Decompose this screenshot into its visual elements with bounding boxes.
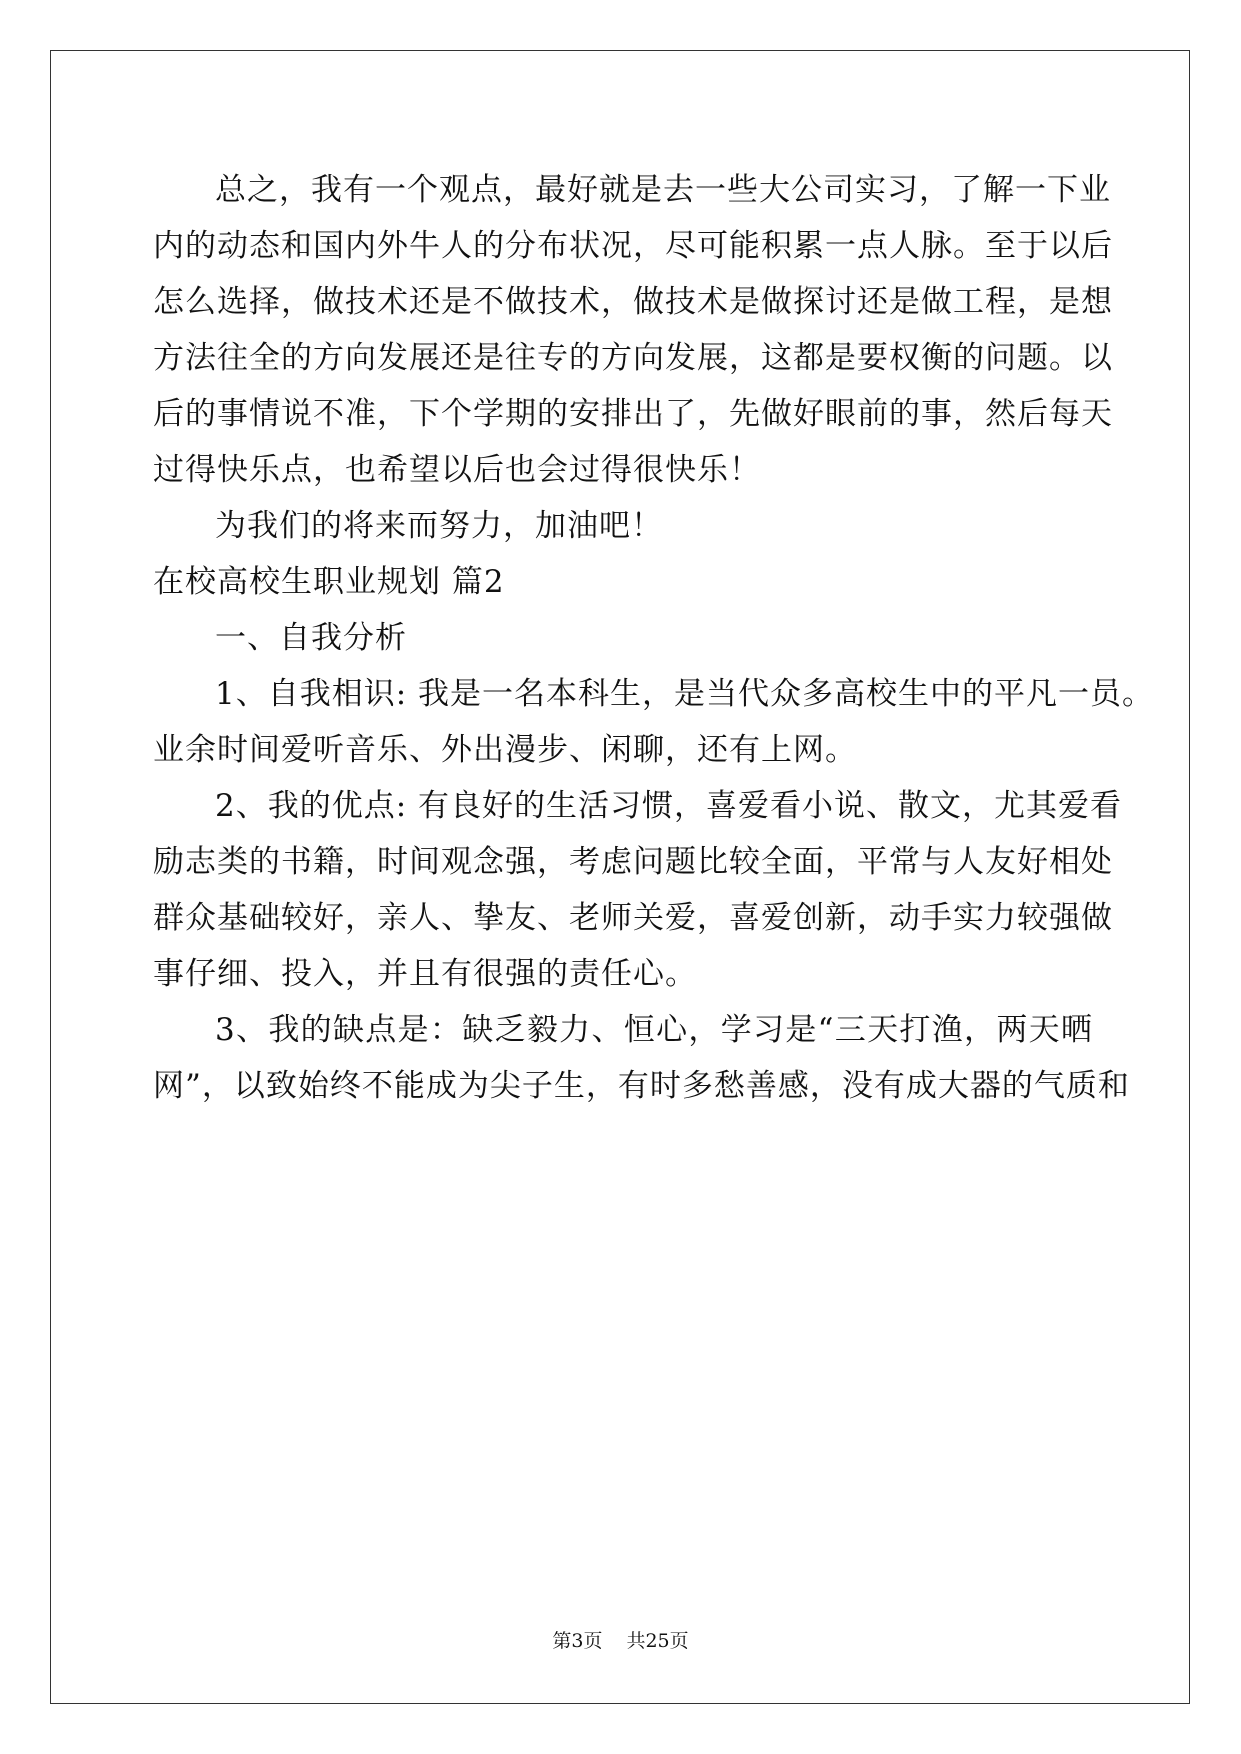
paragraph-line: 为我们的将来而努力，加油吧！ <box>215 508 663 544</box>
total-pages-label: 共25页 <box>626 1630 689 1652</box>
section-heading: 一、自我分析 <box>215 620 407 656</box>
paragraph-line: 过得快乐点，也希望以后也会过得很快乐！ <box>153 452 761 488</box>
section-title: 在校高校生职业规划 篇2 <box>153 564 505 600</box>
paragraph-line: 方法往全的方向发展还是往专的方向发展，这都是要权衡的问题。以 <box>153 340 1113 376</box>
paragraph-line: 总之，我有一个观点，最好就是去一些大公司实习，了解一下业 <box>215 172 1111 208</box>
paragraph-line: 网”，以致始终不能成为尖子生，有时多愁善感，没有成大器的气质和 <box>153 1068 1130 1104</box>
paragraph-line: 群众基础较好，亲人、挚友、老师关爱，喜爱创新，动手实力较强做 <box>153 900 1113 936</box>
page-footer <box>0 1628 1241 1654</box>
paragraph-line: 励志类的书籍，时间观念强，考虑问题比较全面，平常与人友好相处 <box>153 844 1113 880</box>
paragraph-line: 1、自我相识: 我是一名本科生，是当代众多高校生中的平凡一员。 <box>215 676 1155 712</box>
paragraph-line: 3、我的缺点是：缺乏毅力、恒心，学习是“三天打渔，两天晒 <box>215 1012 1093 1048</box>
paragraph-line: 怎么选择，做技术还是不做技术，做技术是做探讨还是做工程，是想 <box>153 284 1113 320</box>
paragraph-line: 事仔细、投入，并且有很强的责任心。 <box>153 956 697 992</box>
paragraph-line: 2、我的优点: 有良好的生活习惯，喜爱看小说、散文，尤其爱看 <box>215 788 1123 824</box>
paragraph-line: 业余时间爱听音乐、外出漫步、闲聊，还有上网。 <box>153 732 857 768</box>
paragraph-line: 后的事情说不准，下个学期的安排出了，先做好眼前的事，然后每天 <box>153 396 1113 432</box>
current-page-label: 第3页 <box>552 1630 603 1652</box>
paragraph-line: 内的动态和国内外牛人的分布状况，尽可能积累一点人脉。至于以后 <box>153 228 1113 264</box>
